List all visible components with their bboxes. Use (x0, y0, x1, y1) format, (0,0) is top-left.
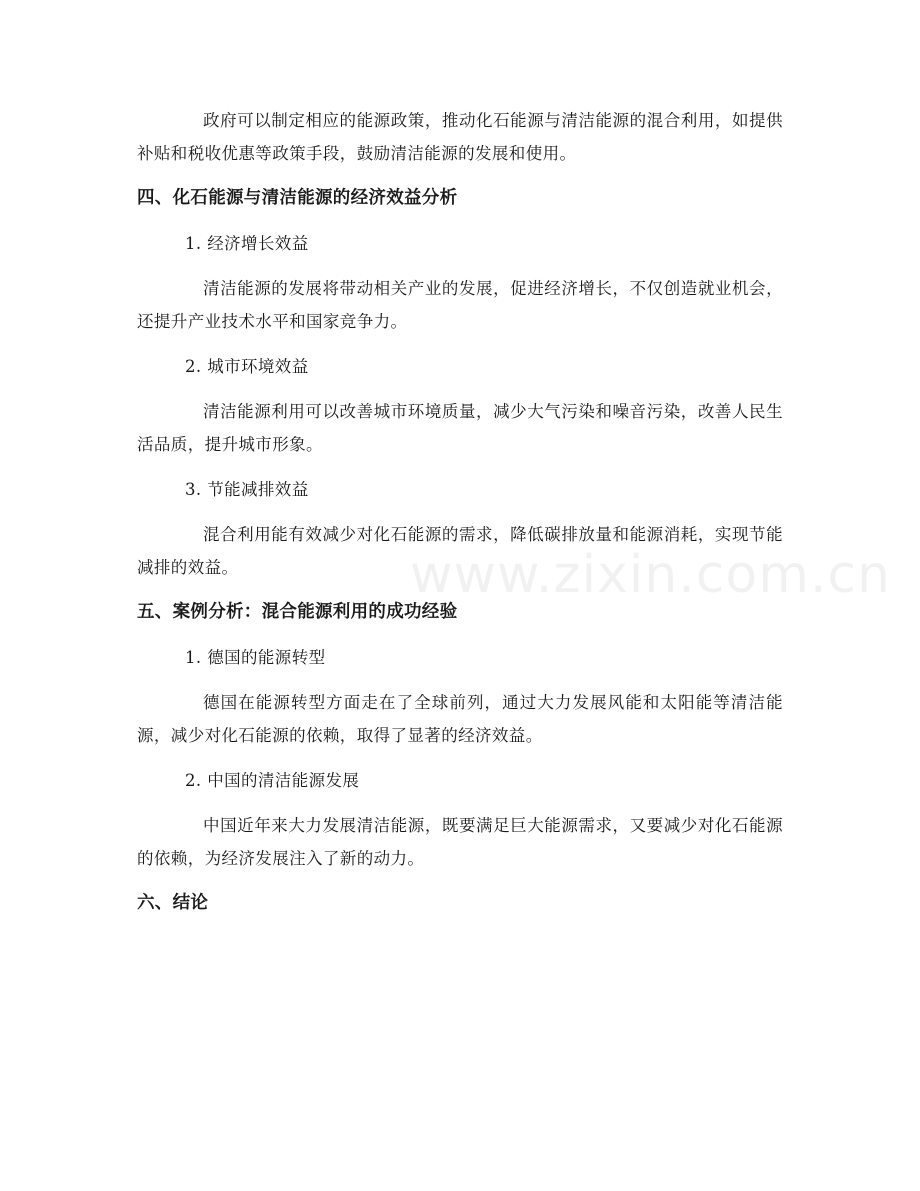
paragraph-energy-saving: 混合利用能有效减少对化石能源的需求，降低碳排放量和能源消耗，实现节能减排的效益。 (137, 525, 783, 577)
paragraph-china: 中国近年来大力发展清洁能源，既要满足巨大能源需求，又要减少对化石能源的依赖，为经济发展注入了新的动力。 (137, 816, 783, 868)
paragraph-germany: 德国在能源转型方面走在了全球前列，通过大力发展风能和太阳能等清洁能源，减少对化石能源的依赖，取得了显著的经济效益。 (137, 693, 783, 745)
section-heading-case-analysis: 五、案例分析：混合能源利用的成功经验 (137, 602, 458, 622)
subheading-urban-environment: 2. 城市环境效益 (185, 357, 309, 376)
subheading-energy-saving: 3. 节能减排效益 (185, 480, 309, 499)
section-heading-conclusion: 六、结论 (137, 893, 209, 913)
watermark: www.zixin.com.cn (410, 545, 891, 605)
paragraph-urban-environment: 清洁能源利用可以改善城市环境质量，减少大气污染和噪音污染，改善人民生活品质，提升城市形象。 (137, 402, 783, 454)
paragraph-policy: 政府可以制定相应的能源政策，推动化石能源与清洁能源的混合利用，如提供补贴和税收优惠等政策手段，鼓励清洁能源的发展和使用。 (137, 111, 783, 163)
subheading-growth-benefit: 1. 经济增长效益 (185, 234, 309, 253)
subheading-germany: 1. 德国的能源转型 (185, 648, 326, 667)
subheading-china: 2. 中国的清洁能源发展 (185, 771, 360, 790)
document-body (137, 104, 783, 932)
paragraph-growth-benefit: 清洁能源的发展将带动相关产业的发展，促进经济增长，不仅创造就业机会，还提升产业技术水平和国家竞争力。 (137, 279, 783, 331)
section-heading-economic-benefits: 四、化石能源与清洁能源的经济效益分析 (137, 188, 458, 208)
